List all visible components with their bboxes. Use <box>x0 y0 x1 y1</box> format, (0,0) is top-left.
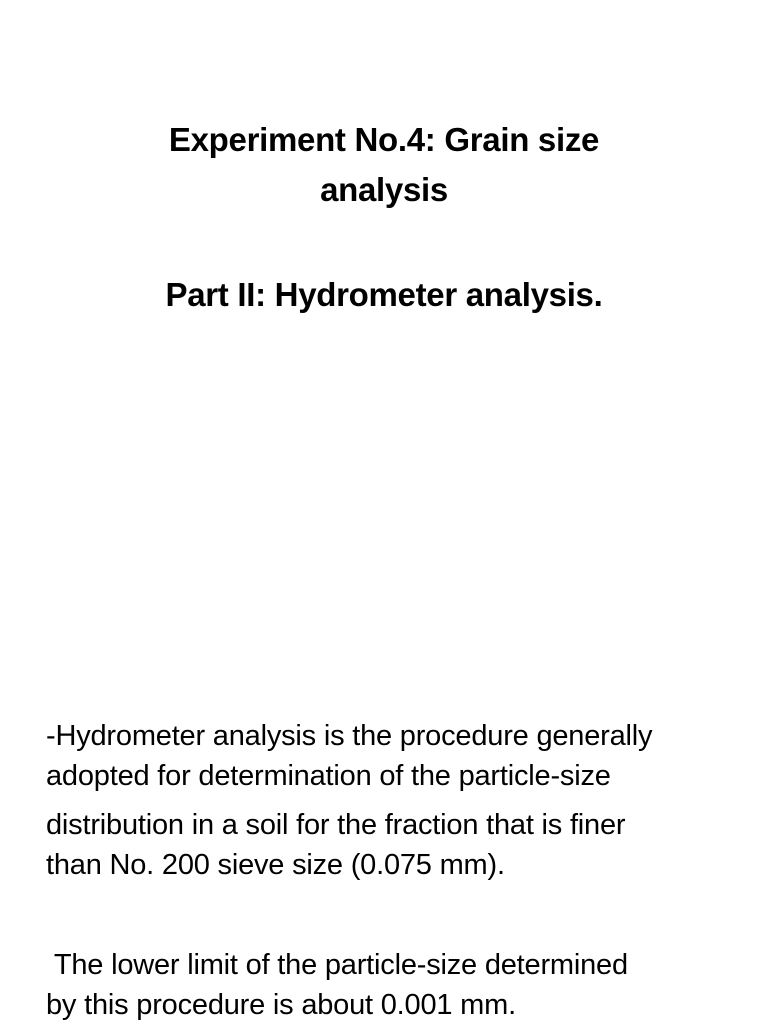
slide-title-line-1: Experiment No.4: Grain size <box>168 121 600 158</box>
paragraph-line: The lower limit of the particle-size determined <box>46 949 628 981</box>
slide-subtitle: Part II: Hydrometer analysis. <box>165 276 603 313</box>
paragraph-hydrometer-definition <box>46 716 746 885</box>
slide-title-line-2: analysis <box>320 171 448 208</box>
paragraph-lower-limit <box>46 945 746 1025</box>
paragraph-line: -Hydrometer analysis is the procedure generally <box>46 720 653 752</box>
paragraph-line: by this procedure is about 0.001 mm. <box>46 989 516 1021</box>
paragraph-line: adopted for determination of the particle-size <box>46 760 611 792</box>
slide-title <box>0 115 768 215</box>
paragraph-line: than No. 200 sieve size (0.075 mm). <box>46 849 505 881</box>
paragraph-line: distribution in a soil for the fraction that is finer <box>46 809 626 841</box>
